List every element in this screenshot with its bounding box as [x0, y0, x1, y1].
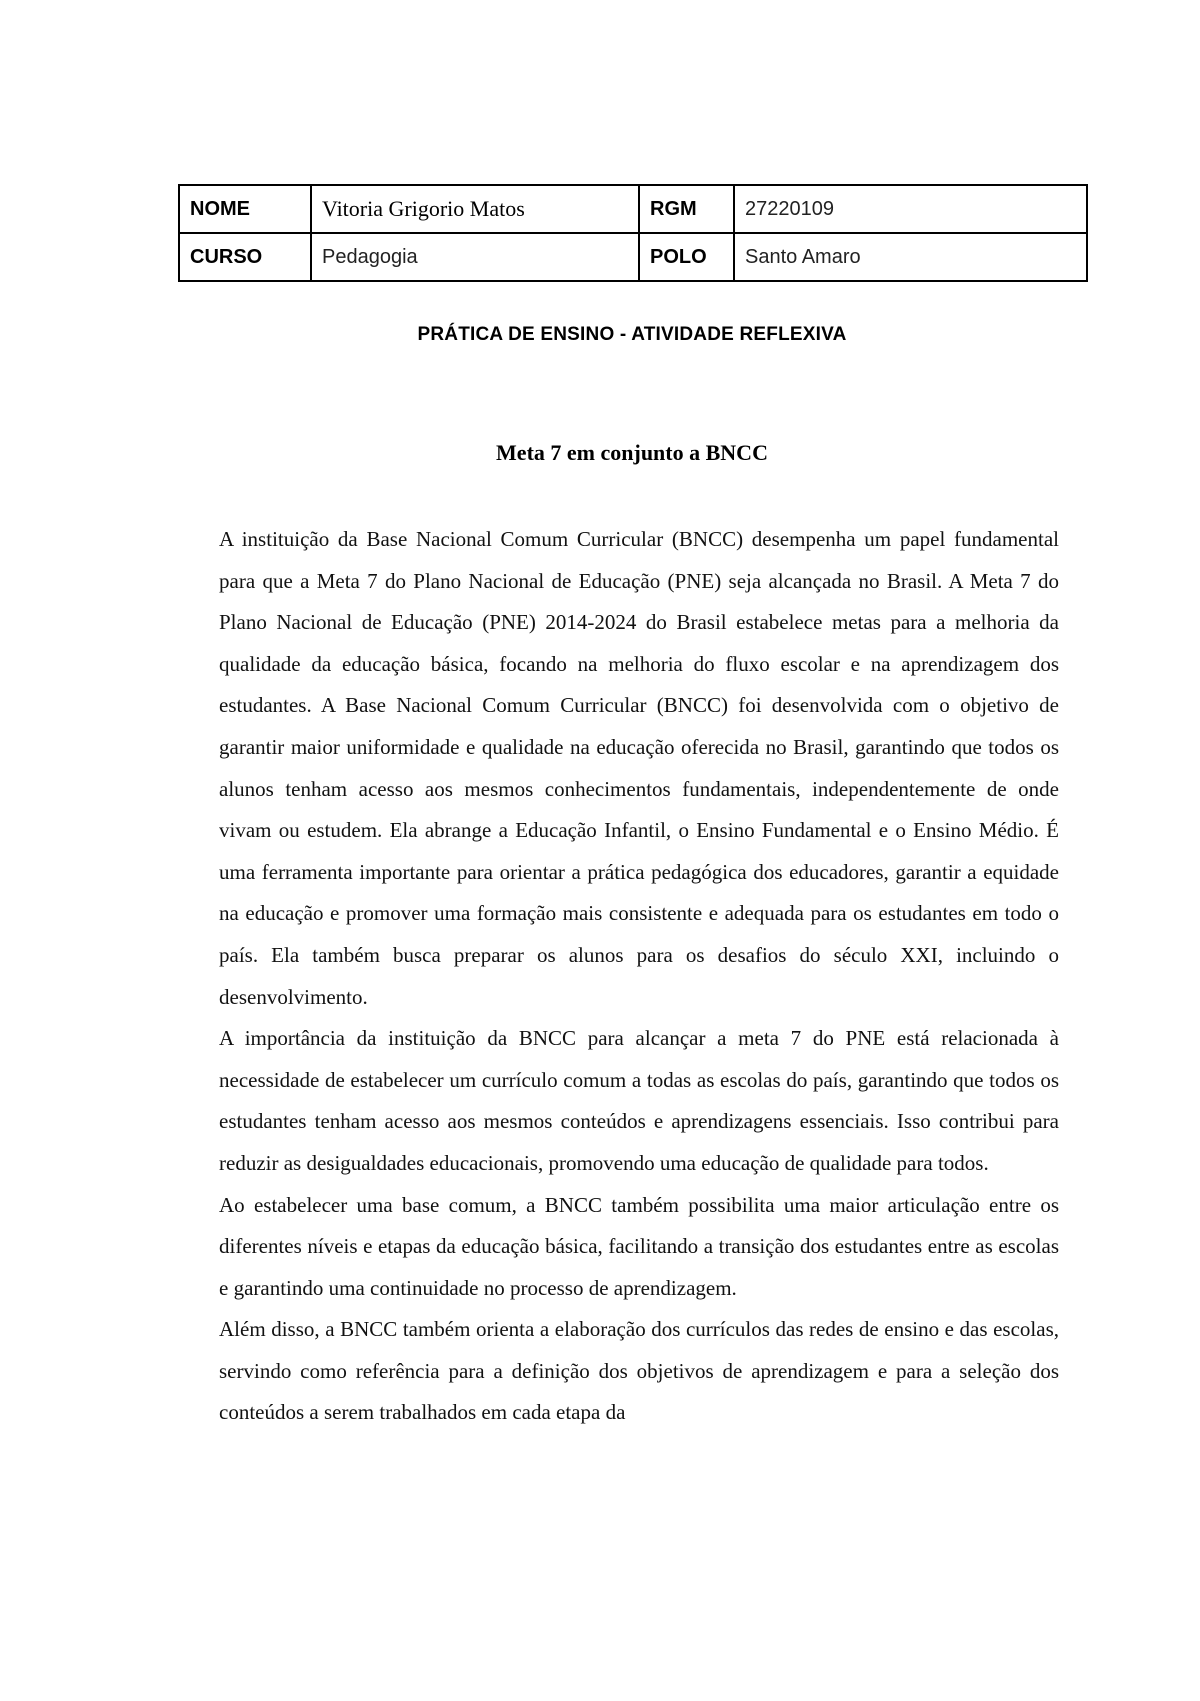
document-title: PRÁTICA DE ENSINO - ATIVIDADE REFLEXIVA [417, 324, 847, 345]
polo-label: POLO [639, 233, 734, 281]
paragraph: A instituição da Base Nacional Comum Curricular (BNCC) desempenha um papel fundamental para que a Meta 7 do Plano Nacional de Educação (PNE) seja alcançada no Brasil. A Meta 7 do Plano Nacional de Educação (PNE) 2014-2024 do Brasil estabelece metas para a melhoria da qualidade da educação básica, focando na melhoria do fluxo escolar e na aprendizagem dos estudantes. A Base Nacional Comum Curricular (BNCC) foi desenvolvida com o objetivo de garantir maior uniformidade e qualidade na educação oferecida no Brasil, garantindo que todos os alunos tenham acesso aos mesmos conhecimentos fundamentais, independentemente de onde vivam ou estudem. Ela abrange a Educação Infantil, o Ensino Fundamental e o Ensino Médio. É uma ferramenta importante para orientar a prática pedagógica dos educadores, garantir a equidade na educação e promover uma formação mais consistente e adequada para os estudantes em todo o país. Ela também busca preparar os alunos para os desafios do século XXI, incluindo o desenvolvimento. [219, 527, 1059, 1009]
table-row [179, 233, 1087, 281]
student-info-table [178, 184, 1088, 282]
name-value: Vitoria Grigorio Matos [311, 185, 639, 233]
table-row [179, 185, 1087, 233]
course-label: CURSO [179, 233, 311, 281]
polo-value: Santo Amaro [734, 233, 1087, 281]
paragraph: A importância da instituição da BNCC para alcançar a meta 7 do PNE está relacionada à necessidade de estabelecer um currículo comum a todas as escolas do país, garantindo que todos os estudantes tenham acesso aos mesmos conteúdos e aprendizagens essenciais. Isso contribui para reduzir as desigualdades educacionais, promovendo uma educação de qualidade para todos. [219, 1026, 1059, 1175]
paragraph: Ao estabelecer uma base comum, a BNCC também possibilita uma maior articulação entre os diferentes níveis e etapas da educação básica, facilitando a transição dos estudantes entre as escolas e garantindo uma continuidade no processo de aprendizagem. [219, 1192, 1059, 1300]
body-text [219, 519, 1059, 1434]
paragraph: Além disso, a BNCC também orienta a elaboração dos currículos das redes de ensino e das escolas, servindo como referência para a definição dos objetivos de aprendizagem e para a seleção dos conteúdos a serem trabalhados em cada etapa da [219, 1317, 1059, 1425]
name-label: NOME [179, 185, 311, 233]
course-value: Pedagogia [311, 233, 639, 281]
rgm-label: RGM [639, 185, 734, 233]
section-title: Meta 7 em conjunto a BNCC [496, 440, 768, 465]
rgm-value: 27220109 [734, 185, 1087, 233]
